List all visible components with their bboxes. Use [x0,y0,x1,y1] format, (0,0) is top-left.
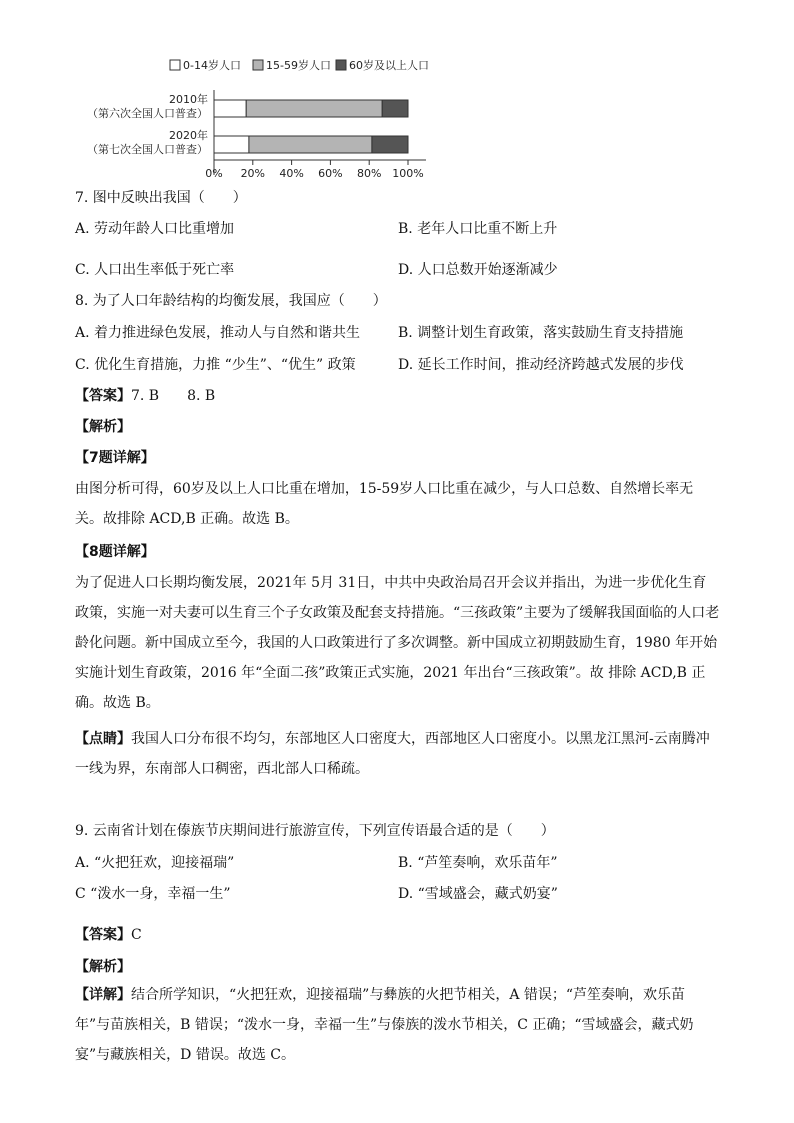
detail-9-label: 【详解】 [75,987,131,1003]
q7-option-a: A. 劳动年龄人口比重增加 [75,221,235,237]
q9-option-c: C “泼水一身，幸福一生” [75,886,231,902]
q8-stem: 8. 为了人口年龄结构的均衡发展，我国应（ ） [75,293,387,309]
x-tick-label-4: 80% [356,167,382,180]
tip-label: 【点睛】 [75,731,131,747]
answer-9-label: 【答案】 [75,927,131,943]
q9-stem: 9. 云南省计划在傣族节庆期间进行旅游宣传，下列宣传语最合适的是（ ） [75,823,555,839]
category-label-1-line1: 2020年 [169,129,208,142]
legend-label-0: 0-14岁人口 [183,59,241,72]
bar-0-1 [246,100,382,117]
category-label-0-line2: （第六次全国人口普查） [87,107,208,120]
category-label-1-line2: （第七次全国人口普查） [87,143,208,156]
q9-option-d: D. “雪域盛会，藏式奶宴” [398,886,558,902]
x-tick-label-2: 40% [279,167,304,180]
detail-9-body: 结合所学知识，“火把狂欢，迎接福瑞”与彝族的火把节相关，A 错误；“芦笙奏响，欢乐苗年”与苗族相关，B 错误；“泼水一身，幸福一生”与傣族的泼水节相关，C 正确；“雪域盛会，藏式奶宴”与藏族相关，D 错误。故选 C。 [75,987,694,1063]
q8-option-a: A. 着力推进绿色发展，推动人与自然和谐共生 [75,325,361,341]
stacked-bar-chart-svg [70,50,490,185]
category-label-0-line1: 2010年 [169,93,208,106]
detail-7-heading: 【7题详解】 [75,450,155,466]
detail-8-heading: 【8题详解】 [75,544,155,560]
detail-7-body: 由图分析可得，60岁及以上人口比重在增加，15-59岁人口比重在减少，与人口总数、自然增长率无关。故排除 ACD,B 正确。故选 B。 [75,481,694,527]
q9-option-b: B. “芦笙奏响，欢乐苗年” [398,855,558,871]
analysis-9-heading: 【解析】 [75,959,131,975]
detail-8-body: 为了促进人口长期均衡发展，2021年 5月 31日，中共中央政治局召开会议并指出，为进一步优化生育政策，实施一对夫妻可以生育三个子女政策及配套支持措施。“三孩政策”主要为了缓解我国面临的人口老龄化问题。新中国成立至今，我国的人口政策进行了多次调整。新中国成立初期鼓励生育，1980 年开始实施计划生育政策，2016 年“全面二孩”政策正式实施，2021 年出台“三孩政策”。故 排除 ACD,B 正确。故选 B。 [75,575,720,711]
answer-9-text: C [131,927,142,943]
x-tick-label-1: 20% [240,167,266,180]
bar-1-1 [249,136,372,153]
answer-9 [75,925,142,945]
population-age-chart [70,50,490,185]
q7-option-b: B. 老年人口比重不断上升 [398,221,558,237]
answer-78-label: 【答案】 [75,388,131,404]
x-tick-label-5: 100% [392,167,424,180]
tip-body: 我国人口分布很不均匀，东部地区人口密度大，西部地区人口密度小。以黑龙江黑河-云南腾冲一线为界，东南部人口稠密，西北部人口稀疏。 [75,731,710,777]
bar-0-2 [382,100,408,117]
q8-option-c: C. 优化生育措施，力推 “少生”、“优生” 政策 [75,357,356,373]
legend-label-1: 15-59岁人口 [266,59,331,72]
analysis-78-heading: 【解析】 [75,419,131,435]
q7-option-c: C. 人口出生率低于死亡率 [75,262,235,278]
x-tick-label-0: 0% [205,167,223,180]
legend-label-2: 60岁及以上人口 [349,59,429,72]
x-tick-label-3: 60% [318,167,343,180]
q7-stem: 7. 图中反映出我国（ ） [75,190,247,206]
tip-block [75,724,720,784]
q7-option-d: D. 人口总数开始逐渐减少 [398,262,558,278]
answer-78-text: 7. B 8. B [131,388,216,404]
q8-option-d: D. 延长工作时间，推动经济跨越式发展的步伐 [398,357,684,373]
bar-0-0 [214,100,246,117]
answer-78 [75,386,215,406]
q8-option-b: B. 调整计划生育政策，落实鼓励生育支持措施 [398,325,684,341]
legend-swatch-0 [170,60,180,70]
q9-option-a: A. “火把狂欢，迎接福瑞” [75,855,235,871]
legend-swatch-1 [253,60,263,70]
legend-swatch-2 [336,60,346,70]
bar-1-0 [214,136,249,153]
bar-1-2 [372,136,408,153]
detail-9-block [75,980,720,1070]
